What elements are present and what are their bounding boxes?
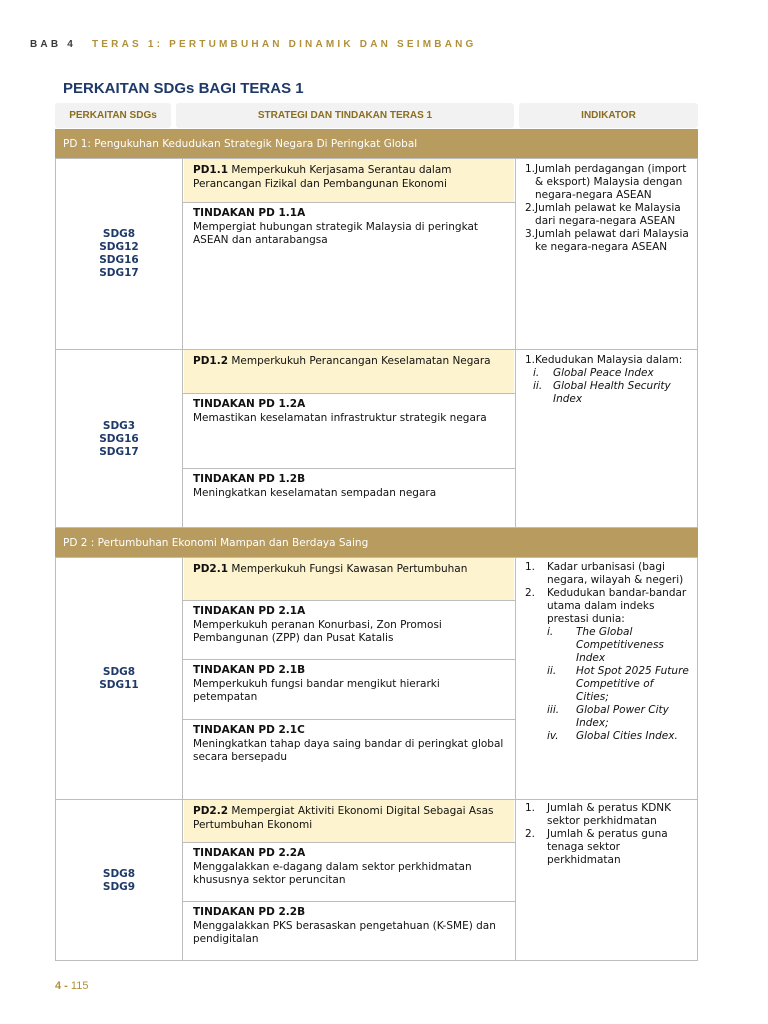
subitem-numeral: iii. bbox=[547, 704, 560, 716]
indicator-text: Kedudukan Malaysia dalam: bbox=[535, 354, 683, 366]
chapter-header bbox=[30, 39, 477, 50]
pd2-g1-action-c bbox=[184, 720, 514, 769]
pd1-g1-sdgs bbox=[56, 159, 182, 349]
pd2-g1-action-a bbox=[184, 601, 514, 650]
strategy-code: PD1.1 bbox=[193, 164, 229, 176]
indicator-text: Jumlah & peratus KDNK sektor perkhidmatan bbox=[547, 802, 672, 827]
indicator-text: Jumlah perdagangan (import & eksport) Malaysia dengan negara-negara ASEAN bbox=[535, 163, 687, 201]
indicator-item bbox=[525, 228, 689, 254]
strategy-text: Mempergiat Aktiviti Ekonomi Digital Sebagai Asas Pertumbuhan Ekonomi bbox=[193, 805, 494, 831]
sdg-label: SDG8 bbox=[102, 867, 136, 880]
strategy-code: PD1.2 bbox=[193, 355, 229, 367]
pd2-col-divider bbox=[515, 557, 516, 961]
sdg-label: SDG17 bbox=[99, 445, 139, 458]
page-chapter: 4 bbox=[55, 980, 62, 992]
chapter-title: TERAS 1: PERTUMBUHAN DINAMIK DAN SEIMBANG bbox=[92, 39, 477, 50]
strategy-text: Memperkukuh Fungsi Kawasan Pertumbuhan bbox=[231, 563, 468, 575]
pd1-col-divider bbox=[182, 158, 183, 528]
indicator-number: 2. bbox=[525, 202, 536, 214]
indicator-item bbox=[525, 202, 689, 228]
indicator-subitem bbox=[525, 730, 689, 743]
strategy-code: PD2.1 bbox=[193, 563, 229, 575]
pd1-g1-action-a bbox=[184, 203, 514, 252]
pd1-g1-indicators bbox=[517, 161, 697, 254]
indicator-item bbox=[525, 587, 689, 626]
subitem-numeral: ii. bbox=[533, 380, 543, 392]
sdg-label: SDG12 bbox=[99, 241, 139, 253]
indicator-text: Jumlah & peratus guna tenaga sektor perkhidmatan bbox=[547, 828, 668, 866]
sdg-label: SDG9 bbox=[102, 880, 136, 893]
pd1-g1-strategy bbox=[184, 159, 514, 202]
action-text: Menggalakkan e-dagang dalam sektor perkhidmatan khususnya sektor peruncitan bbox=[193, 860, 472, 886]
action-title: TINDAKAN PD 2.2A bbox=[193, 847, 306, 859]
chapter-number: BAB 4 bbox=[30, 39, 77, 50]
subitem-text: The Global Competitiveness Index bbox=[576, 626, 664, 664]
sdg-label: SDG16 bbox=[99, 254, 139, 266]
sdg-label: SDG8 bbox=[102, 665, 136, 678]
indicator-subitem bbox=[525, 367, 689, 380]
pd1-band: PD 1: Pengukuhan Kedudukan Strategik Negara Di Peringkat Global bbox=[55, 129, 698, 158]
subitem-numeral: ii. bbox=[547, 665, 557, 677]
indicator-text: Jumlah pelawat dari Malaysia ke negara-negara ASEAN bbox=[535, 228, 689, 253]
action-title: TINDAKAN PD 1.2A bbox=[193, 398, 306, 410]
action-text: Meningkatkan keselamatan sempadan negara bbox=[193, 486, 437, 499]
sdg-label: SDG8 bbox=[102, 228, 136, 240]
sdg-label: SDG17 bbox=[99, 267, 139, 279]
indicator-number: 2. bbox=[525, 828, 536, 840]
action-title: TINDAKAN PD 2.2B bbox=[193, 906, 306, 918]
indicator-subitem bbox=[525, 626, 689, 665]
strategy-text: Memperkukuh Perancangan Keselamatan Negara bbox=[231, 355, 491, 367]
sdg-label: SDG3 bbox=[102, 419, 136, 432]
indicator-text: Kadar urbanisasi (bagi negara, wilayah & negeri) bbox=[547, 561, 684, 586]
indicator-number: 1. bbox=[525, 354, 536, 366]
action-text: Meningkatkan tahap daya saing bandar di peringkat global secara bersepadu bbox=[193, 737, 504, 763]
pd2-g2-indicators bbox=[517, 800, 697, 867]
pd1-col-divider bbox=[515, 158, 516, 528]
indicator-item bbox=[525, 561, 689, 587]
indicator-item bbox=[525, 354, 689, 367]
subitem-text: Global Health Security Index bbox=[553, 380, 671, 405]
pd1-g2-action-b bbox=[184, 469, 514, 504]
subitem-numeral: iv. bbox=[547, 730, 559, 742]
subitem-text: Global Cities Index. bbox=[576, 730, 678, 742]
header-sdgs: PERKAITAN SDGs bbox=[55, 103, 171, 128]
subitem-text: Global Peace Index bbox=[553, 367, 654, 379]
pd2-g1-indicators bbox=[517, 559, 697, 743]
page-index: 115 bbox=[70, 980, 89, 992]
pd2-g2-action-a bbox=[184, 843, 514, 892]
action-text: Memastikan keselamatan infrastruktur strategik negara bbox=[193, 411, 487, 424]
page-number bbox=[55, 980, 88, 992]
indicator-subitem bbox=[525, 665, 689, 704]
pd2-g1-strategy bbox=[184, 558, 514, 600]
indicator-text: Kedudukan bandar-bandar utama dalam indeks prestasi dunia: bbox=[547, 587, 687, 625]
pd1-g2-sdgs bbox=[56, 350, 182, 528]
page-separator: - bbox=[61, 980, 71, 992]
header-strategy: STRATEGI DAN TINDAKAN TERAS 1 bbox=[176, 103, 514, 128]
pd2-band: PD 2 : Pertumbuhan Ekonomi Mampan dan Berdaya Saing bbox=[55, 528, 698, 557]
indicator-number: 3. bbox=[525, 228, 536, 240]
action-text: Memperkukuh peranan Konurbasi, Zon Promosi Pembangunan (ZPP) dan Pusat Katalis bbox=[193, 618, 442, 644]
section-title: PERKAITAN SDGs BAGI TERAS 1 bbox=[63, 80, 304, 97]
action-title: TINDAKAN PD 2.1A bbox=[193, 605, 306, 617]
subitem-numeral: i. bbox=[547, 626, 554, 638]
sdg-label: SDG16 bbox=[99, 432, 139, 445]
subitem-numeral: i. bbox=[533, 367, 540, 379]
action-title: TINDAKAN PD 1.2B bbox=[193, 473, 306, 485]
action-title: TINDAKAN PD 1.1A bbox=[193, 207, 306, 219]
indicator-number: 2. bbox=[525, 587, 536, 599]
strategy-text: Memperkukuh Kerjasama Serantau dalam Perancangan Fizikal dan Pembangunan Ekonomi bbox=[193, 164, 452, 190]
pd2-g1-action-b bbox=[184, 660, 514, 709]
action-text: Menggalakkan PKS berasaskan pengetahuan (K-SME) dan pendigitalan bbox=[193, 919, 496, 945]
pd2-g2-action-b bbox=[184, 902, 514, 951]
pd2-g2-sdgs bbox=[56, 800, 182, 961]
action-text: Mempergiat hubungan strategik Malaysia di peringkat ASEAN dan antarabangsa bbox=[193, 220, 479, 246]
action-title: TINDAKAN PD 2.1C bbox=[193, 724, 305, 736]
pd1-g2-strategy bbox=[184, 350, 514, 393]
pd2-g1-sdgs bbox=[56, 558, 182, 799]
header-indicator: INDIKATOR bbox=[519, 103, 698, 128]
sdg-label: SDG11 bbox=[99, 678, 139, 691]
pd2-g2-strategy bbox=[184, 800, 514, 842]
pd1-g2-indicators bbox=[517, 352, 697, 406]
action-title: TINDAKAN PD 2.1B bbox=[193, 664, 306, 676]
pd1-g2-action-a bbox=[184, 394, 514, 429]
indicator-item bbox=[525, 802, 689, 828]
action-text: Memperkukuh fungsi bandar mengikut hierarki petempatan bbox=[193, 677, 440, 703]
subitem-text: Hot Spot 2025 Future Competitive of Cities; bbox=[576, 665, 689, 703]
indicator-subitem bbox=[525, 704, 689, 730]
indicator-number: 1. bbox=[525, 802, 536, 814]
indicator-number: 1. bbox=[525, 163, 536, 175]
indicator-subitem bbox=[525, 380, 689, 406]
subitem-text: Global Power City Index; bbox=[576, 704, 669, 729]
indicator-item bbox=[525, 828, 689, 867]
indicator-item bbox=[525, 163, 689, 202]
indicator-number: 1. bbox=[525, 561, 536, 573]
strategy-code: PD2.2 bbox=[193, 805, 229, 817]
indicator-text: Jumlah pelawat ke Malaysia dari negara-negara ASEAN bbox=[535, 202, 681, 227]
